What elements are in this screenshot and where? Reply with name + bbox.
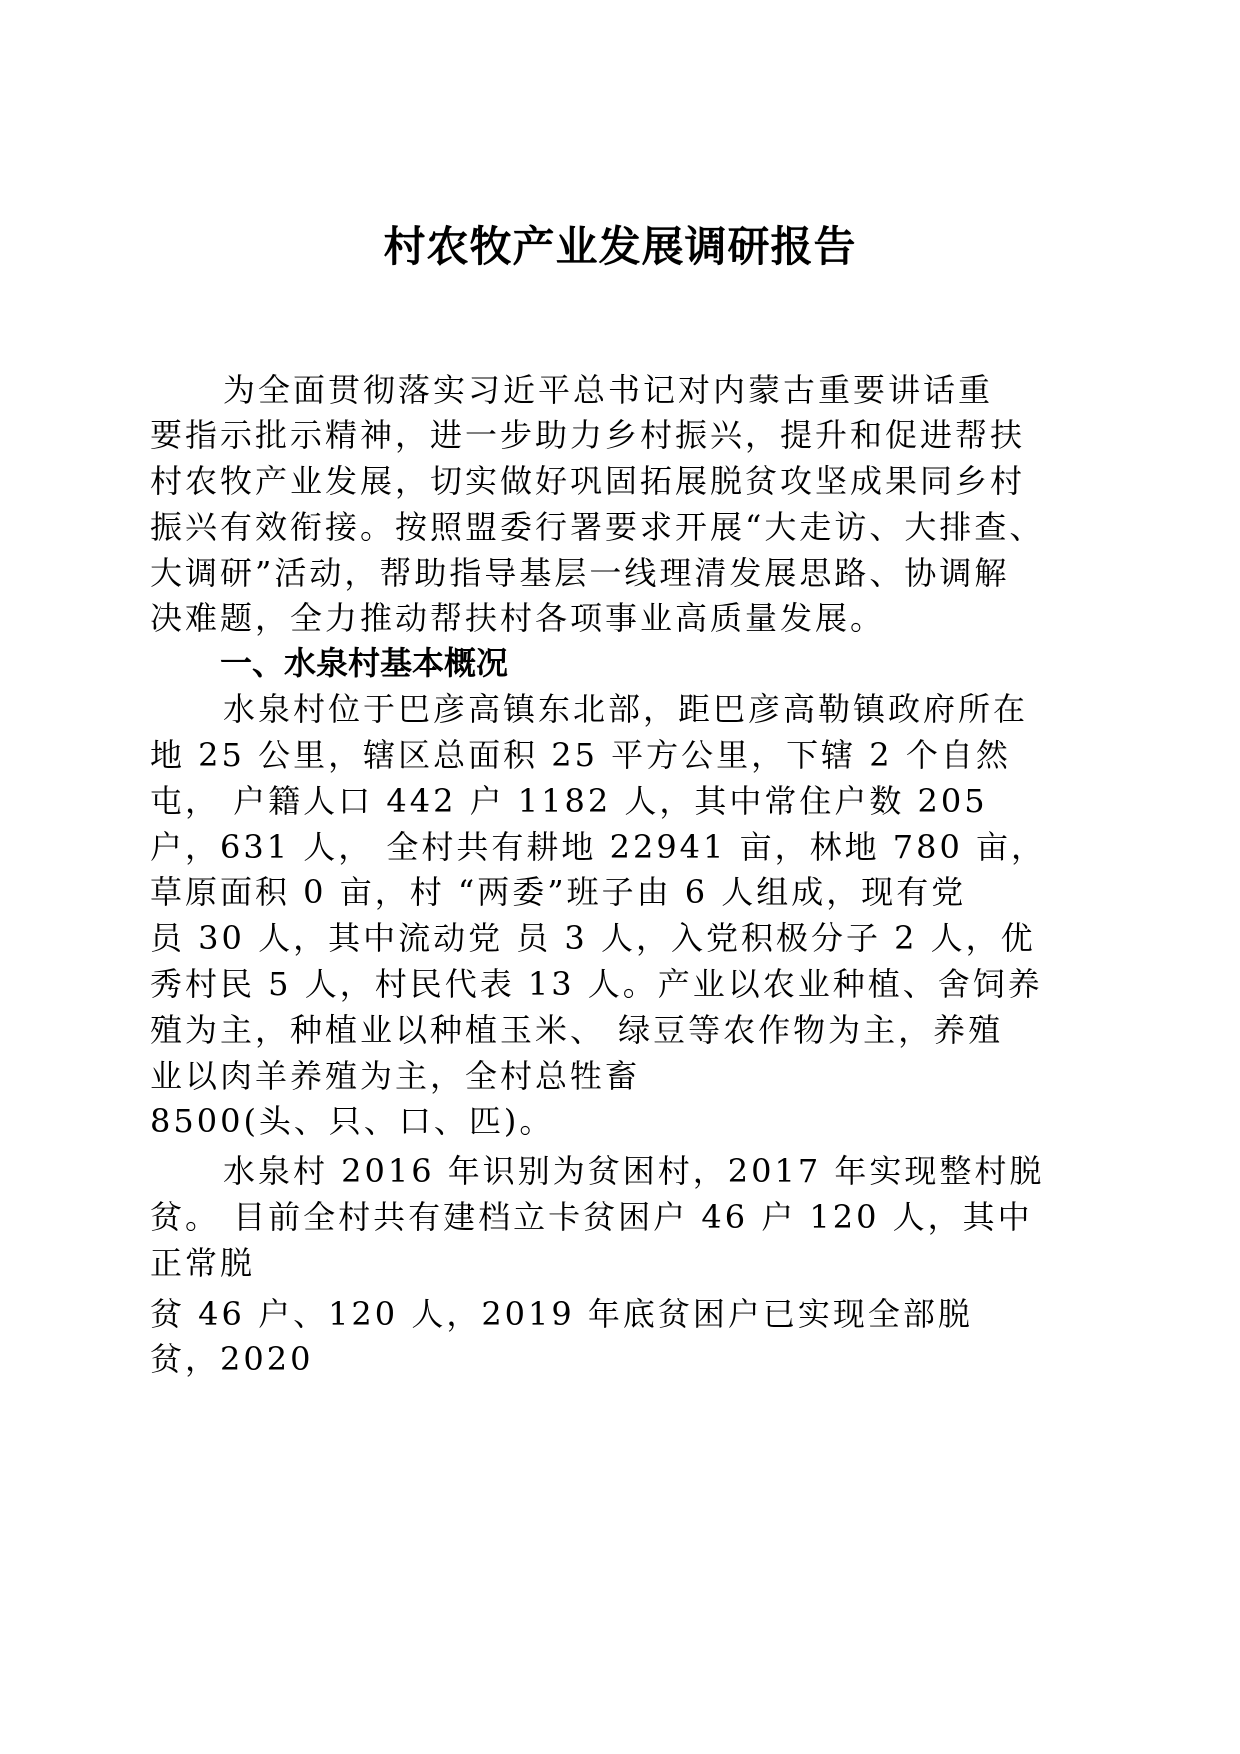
body-line: 8500(头、只、口、匹)。	[150, 1102, 555, 1140]
body-line: 草原面积 0 亩，村 “两委”班子由 6 人组成，现有党	[150, 873, 967, 911]
document-title: 村农牧产业发展调研报告	[383, 222, 857, 271]
body-line: 户，631 人， 全村共有耕地 22941 亩，林地 780 亩，	[150, 828, 1046, 866]
body-line: 贫 46 户、120 人，2019 年底贫困户已实现全部脱	[150, 1295, 973, 1333]
body-line: 正常脱	[150, 1244, 256, 1282]
body-line: 地 25 公里，辖区总面积 25 平方公里，下辖 2 个自然	[150, 736, 1011, 774]
body-line: 要指示批示精神，进一步助力乡村振兴，提升和促进帮扶	[150, 416, 1026, 454]
body-line: 员 30 人，其中流动党 员 3 人，入党积极分子 2 人，优	[150, 919, 1036, 957]
body-line: 村农牧产业发展，切实做好巩固拓展脱贫攻坚成果同乡村	[150, 462, 1026, 500]
body-line: 殖为主，种植业以种植玉米、 绿豆等农作物为主，养殖	[150, 1011, 1004, 1049]
body-line: 决难题，全力推动帮扶村各项事业高质量发展。	[150, 599, 886, 637]
body-line: 振兴有效衔接。按照盟委行署要求开展“大走访、大排查、	[150, 508, 1045, 546]
body-line: 大调研”活动，帮助指导基层一线理清发展思路、协调解	[150, 554, 1010, 592]
body-line: 业以肉羊养殖为主，全村总牲畜	[150, 1057, 641, 1095]
body-line: 为全面贯彻落实习近平总书记对内蒙古重要讲话重	[223, 371, 994, 409]
body-line: 秀村民 5 人，村民代表 13 人。产业以农业种植、舍饲养	[150, 965, 1043, 1003]
body-line: 屯， 户籍人口 442 户 1182 人，其中常住户数 205	[150, 782, 988, 820]
body-line: 贫，2020	[150, 1340, 314, 1378]
body-line: 贫。 目前全村共有建档立卡贫困户 46 户 120 人，其中	[150, 1198, 1033, 1236]
body-line: 水泉村 2016 年识别为贫困村，2017 年实现整村脱	[223, 1152, 1045, 1190]
section-heading: 一、水泉村基本概况	[220, 644, 509, 682]
body-line: 水泉村位于巴彦高镇东北部，距巴彦高勒镇政府所在	[223, 690, 1029, 728]
